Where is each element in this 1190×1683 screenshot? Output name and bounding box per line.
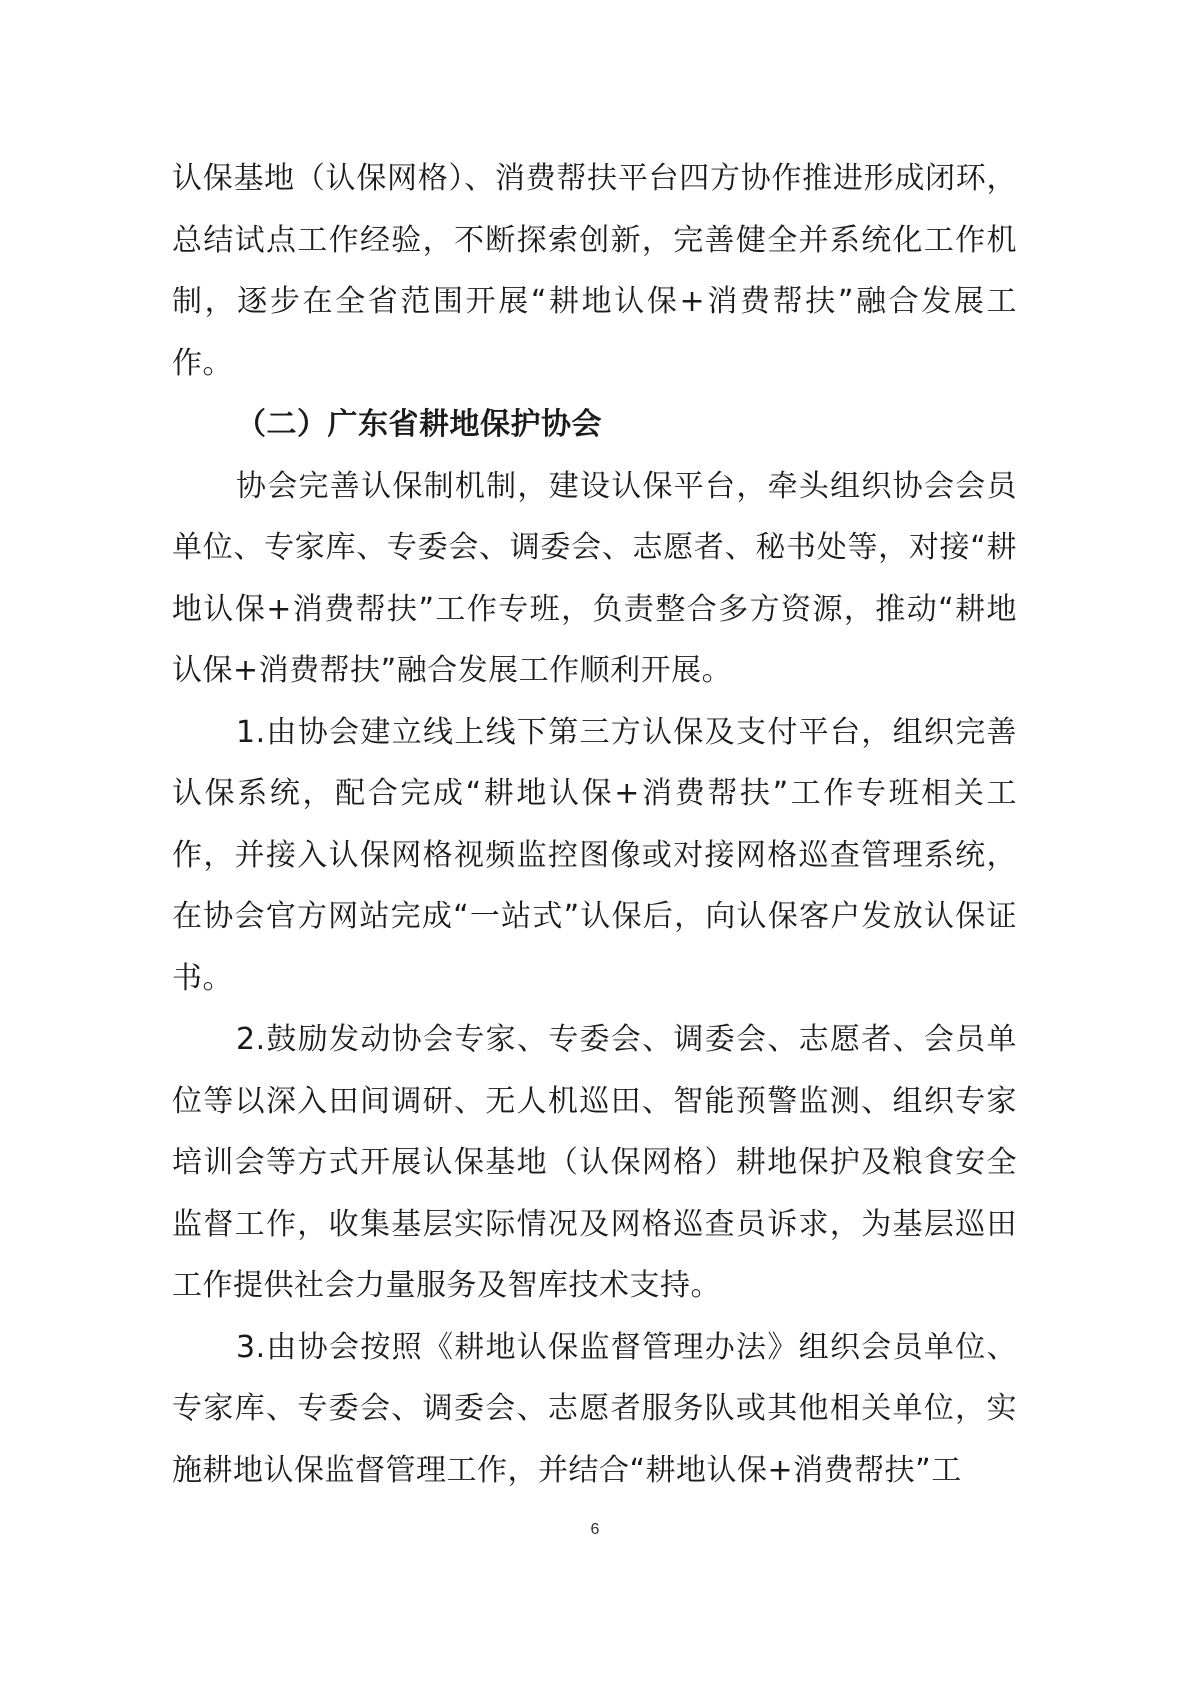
paragraph-item-2: 2.鼓励发动协会专家、专委会、调委会、志愿者、会员单位等以深入田间调研、无人机巡田、智能预警监测、组织专家培训会等方式开展认保基地（认保网格）耕地保护及粮食安全监督工作，收集基层实际情况及网格巡查员诉求，为基层巡田工作提供社会力量服务及智库技术支持。 [172, 1022, 1017, 1303]
paragraph-item-3: 3.由协会按照《耕地认保监督管理办法》组织会员单位、专家库、专委会、调委会、志愿者服务队或其他相关单位，实施耕地认保监督管理工作，并结合“耕地认保+消费帮扶”工 [172, 1329, 1017, 1488]
paragraph-intro: 协会完善认保制机制，建设认保平台，牵头组织协会会员单位、专家库、专委会、调委会、志愿者、秘书处等，对接“耕地认保+消费帮扶”工作专班，负责整合多方资源，推动“耕地认保+消费帮扶”融合发展工作顺利开展。 [172, 468, 1017, 688]
page-number: 6 [590, 1521, 600, 1538]
paragraph-continuation: 认保基地（认保网格）、消费帮扶平台四方协作推进形成闭环，总结试点工作经验，不断探索创新，完善健全并系统化工作机制，逐步在全省范围开展“耕地认保+消费帮扶”融合发展工作。 [172, 161, 1017, 381]
document-body [172, 148, 1017, 1501]
paragraph-item-1: 1.由协会建立线上线下第三方认保及支付平台，组织完善认保系统，配合完成“耕地认保+消费帮扶”工作专班相关工作，并接入认保网格视频监控图像或对接网格巡查管理系统，在协会官方网站完成“一站式”认保后，向认保客户发放认保证书。 [172, 714, 1017, 996]
section-heading: （二）广东省耕地保护协会 [236, 407, 602, 442]
